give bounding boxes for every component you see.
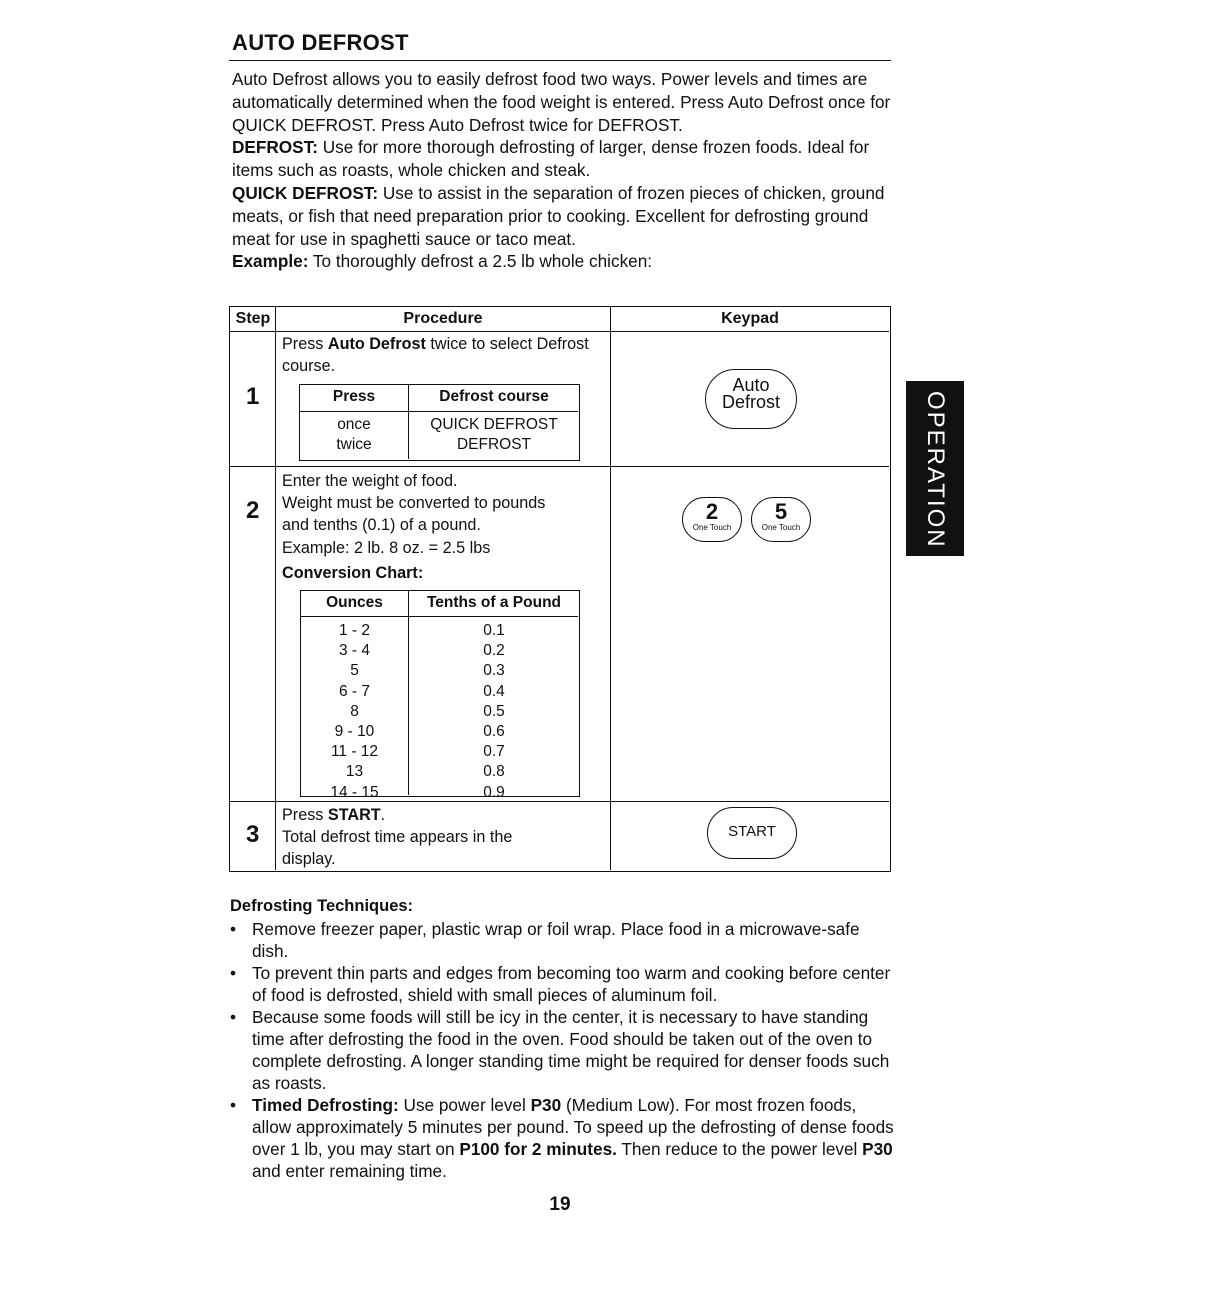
tenths-cell: 0.8 (483, 763, 505, 781)
step-2-instruction: Enter the weight of food. Weight must be converted to pounds and tenths (0.1) of a pound. Example: 2 lb. 8 oz. = 2.5 lbs (282, 472, 546, 557)
intro-text: Auto Defrost allows you to easily defrost food two ways. Power levels and times are automatically determined when the food weight is entered. Press Auto Defrost once for QUICK DEFROST. Press Auto Defrost twice for DEFROST. (232, 69, 891, 135)
key-subtext: One Touch (761, 523, 801, 532)
page-title: AUTO DEFROST (232, 30, 409, 55)
tenths-cell: 0.9 (483, 783, 505, 801)
step-number: 1 (246, 383, 260, 410)
table-divider (230, 331, 889, 332)
tenths-cell: 0.3 (483, 662, 505, 680)
header-step: Step (235, 310, 271, 327)
header-keypad: Keypad (721, 310, 779, 327)
example-text: To thoroughly defrost a 2.5 lb whole chicken: (308, 251, 653, 272)
defrost-description: Use for more thorough defrosting of larger, dense frozen foods. Ideal for items such as roasts, whole chicken and steak. (232, 137, 870, 181)
step-number: 3 (246, 821, 260, 848)
start-key-label: START (728, 823, 776, 840)
ounces-cell: 3 - 4 (338, 642, 370, 660)
header-procedure: Procedure (403, 310, 483, 327)
table-divider (408, 385, 409, 459)
title-rule (229, 60, 891, 61)
table-divider (300, 411, 578, 412)
example-label: Example: (232, 251, 309, 272)
step-number: 2 (246, 497, 260, 524)
key-2-button[interactable] (682, 497, 742, 542)
ounces-cell: 9 - 10 (334, 723, 375, 740)
table-divider (610, 307, 611, 870)
defrost-course-table (299, 384, 580, 461)
key-digit: 2 (705, 499, 719, 524)
tenths-cell: 0.1 (483, 622, 505, 639)
techniques-heading: Defrosting Techniques: (230, 897, 414, 915)
auto-defrost-key-label: Defrost (721, 392, 781, 412)
quick-defrost-description: Use to assist in the separation of frozen pieces of chicken, ground meats, or fish that need preparation prior to cooking. Excellent for defrosting ground meat for use in spaghetti sauce or taco meat. (232, 182, 885, 249)
press-header: Press (332, 388, 376, 405)
list-item: • Remove freezer paper, plastic wrap or foil wrap. Place food in a microwave-safe dish. (230, 919, 860, 961)
ounces-header: Ounces (326, 594, 383, 611)
course-cell: QUICK DEFROST (430, 416, 558, 433)
ounces-cell: 5 (350, 662, 359, 680)
list-item: • Timed Defrosting: Use power level P30 (Medium Low). For most frozen foods, allow approximately 5 minutes per pound. To speed up the defrosting of dense foods over 1 lb, you may start on P100 for 2 minutes. Then reduce to the power level P30 and enter remaining time. (230, 1095, 894, 1181)
auto-defrost-key-label: Auto (732, 375, 770, 395)
tenths-cell: 0.6 (483, 723, 505, 740)
tenths-cell: 0.2 (483, 642, 505, 660)
ounces-cell: 13 (345, 763, 364, 781)
ounces-cell: 1 - 2 (338, 622, 370, 639)
defrost-label: DEFROST: (232, 137, 318, 158)
tenths-cell: 0.5 (483, 702, 505, 720)
table-divider (230, 466, 889, 467)
table-divider (408, 591, 409, 795)
ounces-cell: 8 (350, 702, 359, 720)
intro-paragraph (232, 68, 896, 273)
key-subtext: One Touch (692, 523, 732, 532)
tenths-header: Tenths of a Pound (426, 594, 562, 611)
tenths-cell: 0.4 (483, 682, 505, 700)
procedure-table (229, 306, 891, 872)
tenths-cell: 0.7 (483, 743, 505, 761)
course-header: Defrost course (439, 388, 549, 405)
page-number: 19 (549, 1194, 571, 1215)
press-cell: twice (336, 436, 372, 453)
section-tab-label: OPERATION (922, 391, 949, 549)
start-key[interactable] (707, 807, 797, 859)
course-cell: DEFROST (456, 436, 532, 453)
press-cell: once (337, 416, 371, 433)
key-5-button[interactable] (751, 497, 811, 542)
section-tab (906, 381, 964, 556)
ounces-cell: 14 - 15 (330, 783, 379, 801)
list-item: • Because some foods will still be icy in the center, it is necessary to have standing time after defrosting the food in the oven. Food should be taken out of the oven to complete defrosting. A longer standing time might be required for denser foods such as roasts. (230, 1007, 890, 1093)
quick-defrost-label: QUICK DEFROST: (232, 182, 379, 203)
step-1-instruction: Press Auto Defrost twice to select Defrost course. (282, 335, 589, 376)
step-3-instruction: Press START. Total defrost time appears in the display. (282, 806, 513, 869)
ounces-cell: 11 - 12 (330, 743, 379, 761)
conversion-chart-label: Conversion Chart: (282, 564, 424, 582)
defrosting-techniques (230, 897, 900, 1182)
conversion-table (300, 590, 580, 801)
list-item: • To prevent thin parts and edges from becoming too warm and cooking before center of food is defrosted, shield with small pieces of aluminum foil. (230, 963, 891, 1005)
table-divider (301, 616, 578, 617)
auto-defrost-key[interactable] (705, 369, 797, 429)
table-divider (275, 307, 276, 870)
key-digit: 5 (774, 499, 788, 524)
ounces-cell: 6 - 7 (338, 682, 370, 700)
